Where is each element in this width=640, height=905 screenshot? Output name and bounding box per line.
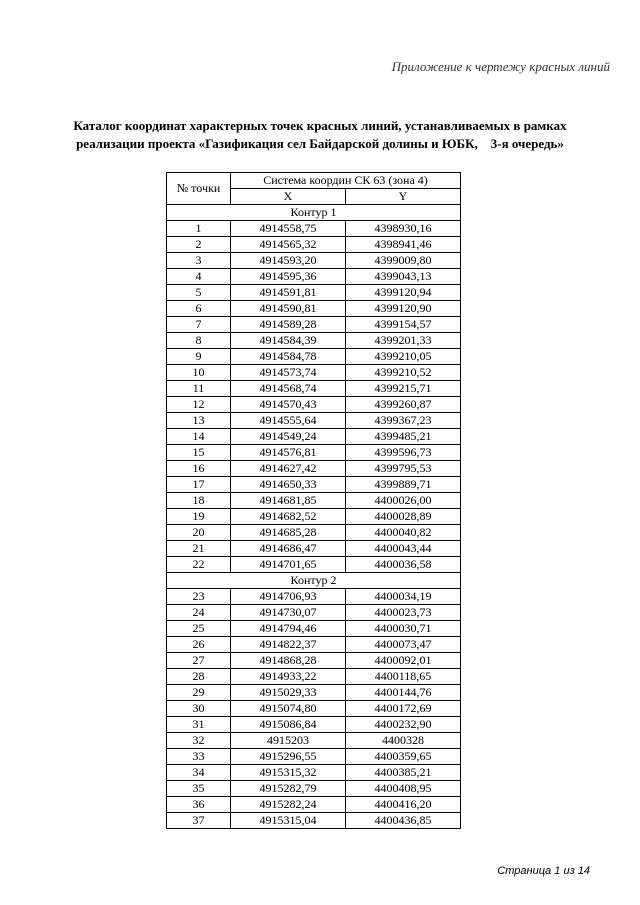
point-number-cell: 27 (167, 653, 231, 669)
y-coordinate-cell: 4400359,65 (346, 749, 461, 765)
x-coordinate-cell: 4914706,93 (231, 589, 346, 605)
title-line-1: Каталог координат характерных точек красных линий, устанавливаемых в рамках (73, 118, 567, 133)
section-label: Контур 1 (167, 205, 461, 221)
table-row (167, 765, 461, 781)
y-coordinate-cell: 4400073,47 (346, 637, 461, 653)
column-header-coordinate-system: Система координ СК 63 (зона 4) (231, 173, 461, 189)
x-coordinate-cell: 4914794,46 (231, 621, 346, 637)
table-body (167, 205, 461, 829)
point-number-cell: 20 (167, 525, 231, 541)
point-number-cell: 30 (167, 701, 231, 717)
table-row (167, 621, 461, 637)
point-number-cell: 18 (167, 493, 231, 509)
point-number-cell: 17 (167, 477, 231, 493)
x-coordinate-cell: 4914730,07 (231, 605, 346, 621)
table-row (167, 317, 461, 333)
table-row (167, 413, 461, 429)
table-row (167, 365, 461, 381)
point-number-cell: 11 (167, 381, 231, 397)
y-coordinate-cell: 4399215,71 (346, 381, 461, 397)
point-number-cell: 37 (167, 813, 231, 829)
y-coordinate-cell: 4400118,65 (346, 669, 461, 685)
table-row (167, 493, 461, 509)
x-coordinate-cell: 4914650,33 (231, 477, 346, 493)
point-number-cell: 12 (167, 397, 231, 413)
point-number-cell: 1 (167, 221, 231, 237)
y-coordinate-cell: 4400385,21 (346, 765, 461, 781)
point-number-cell: 36 (167, 797, 231, 813)
y-coordinate-cell: 4399889,71 (346, 477, 461, 493)
y-coordinate-cell: 4399260,87 (346, 397, 461, 413)
table-row (167, 429, 461, 445)
point-number-cell: 33 (167, 749, 231, 765)
x-coordinate-cell: 4914555,64 (231, 413, 346, 429)
table-row (167, 477, 461, 493)
coordinates-table (166, 172, 461, 829)
y-coordinate-cell: 4400408,95 (346, 781, 461, 797)
table-row (167, 253, 461, 269)
y-coordinate-cell: 4399201,33 (346, 333, 461, 349)
table-row (167, 221, 461, 237)
x-coordinate-cell: 4914570,43 (231, 397, 346, 413)
section-label: Контур 2 (167, 573, 461, 589)
point-number-cell: 31 (167, 717, 231, 733)
y-coordinate-cell: 4400036,58 (346, 557, 461, 573)
point-number-cell: 14 (167, 429, 231, 445)
point-number-cell: 13 (167, 413, 231, 429)
section-header-row (167, 205, 461, 221)
x-coordinate-cell: 4914682,52 (231, 509, 346, 525)
point-number-cell: 23 (167, 589, 231, 605)
table-row (167, 333, 461, 349)
point-number-cell: 26 (167, 637, 231, 653)
x-coordinate-cell: 4914589,28 (231, 317, 346, 333)
x-coordinate-cell: 4915315,32 (231, 765, 346, 781)
point-number-cell: 4 (167, 269, 231, 285)
point-number-cell: 29 (167, 685, 231, 701)
table-row (167, 813, 461, 829)
point-number-cell: 16 (167, 461, 231, 477)
y-coordinate-cell: 4400328 (346, 733, 461, 749)
point-number-cell: 25 (167, 621, 231, 637)
x-coordinate-cell: 4914576,81 (231, 445, 346, 461)
point-number-cell: 8 (167, 333, 231, 349)
y-coordinate-cell: 4400416,20 (346, 797, 461, 813)
x-coordinate-cell: 4915282,79 (231, 781, 346, 797)
x-coordinate-cell: 4915282,24 (231, 797, 346, 813)
y-coordinate-cell: 4400023,73 (346, 605, 461, 621)
column-header-x: X (231, 189, 346, 205)
table-row (167, 749, 461, 765)
point-number-cell: 21 (167, 541, 231, 557)
y-coordinate-cell: 4399210,05 (346, 349, 461, 365)
y-coordinate-cell: 4400040,82 (346, 525, 461, 541)
table-row (167, 685, 461, 701)
y-coordinate-cell: 4399009,80 (346, 253, 461, 269)
table-row (167, 637, 461, 653)
x-coordinate-cell: 4914549,24 (231, 429, 346, 445)
y-coordinate-cell: 4399485,21 (346, 429, 461, 445)
x-coordinate-cell: 4915074,80 (231, 701, 346, 717)
table-row (167, 525, 461, 541)
table-row (167, 397, 461, 413)
point-number-cell: 10 (167, 365, 231, 381)
x-coordinate-cell: 4914701,65 (231, 557, 346, 573)
y-coordinate-cell: 4400144,76 (346, 685, 461, 701)
title-line-2: реализации проекта «Газификация сел Байдарской долины и ЮБК, 3-я очередь» (76, 136, 564, 151)
x-coordinate-cell: 4914568,74 (231, 381, 346, 397)
point-number-cell: 9 (167, 349, 231, 365)
table-row (167, 797, 461, 813)
x-coordinate-cell: 4915203 (231, 733, 346, 749)
y-coordinate-cell: 4400043,44 (346, 541, 461, 557)
table-row (167, 461, 461, 477)
y-coordinate-cell: 4400092,01 (346, 653, 461, 669)
x-coordinate-cell: 4914868,28 (231, 653, 346, 669)
table-row (167, 381, 461, 397)
table-row (167, 237, 461, 253)
x-coordinate-cell: 4915086,84 (231, 717, 346, 733)
point-number-cell: 34 (167, 765, 231, 781)
point-number-cell: 28 (167, 669, 231, 685)
y-coordinate-cell: 4400028,89 (346, 509, 461, 525)
x-coordinate-cell: 4914593,20 (231, 253, 346, 269)
table-row (167, 717, 461, 733)
y-coordinate-cell: 4398930,16 (346, 221, 461, 237)
appendix-note: Приложение к чертежу красных линий (391, 59, 610, 74)
point-number-cell: 15 (167, 445, 231, 461)
point-number-cell: 22 (167, 557, 231, 573)
y-coordinate-cell: 4399596,73 (346, 445, 461, 461)
point-number-cell: 24 (167, 605, 231, 621)
column-header-point-number: № точки (167, 173, 231, 205)
x-coordinate-cell: 4914627,42 (231, 461, 346, 477)
y-coordinate-cell: 4400030,71 (346, 621, 461, 637)
x-coordinate-cell: 4914584,39 (231, 333, 346, 349)
y-coordinate-cell: 4399154,57 (346, 317, 461, 333)
y-coordinate-cell: 4400436,85 (346, 813, 461, 829)
x-coordinate-cell: 4914681,85 (231, 493, 346, 509)
page-number: Страница 1 из 14 (497, 865, 590, 877)
point-number-cell: 5 (167, 285, 231, 301)
y-coordinate-cell: 4398941,46 (346, 237, 461, 253)
y-coordinate-cell: 4399795,53 (346, 461, 461, 477)
table-row (167, 301, 461, 317)
y-coordinate-cell: 4400172,69 (346, 701, 461, 717)
table-row (167, 669, 461, 685)
point-number-cell: 2 (167, 237, 231, 253)
x-coordinate-cell: 4914590,81 (231, 301, 346, 317)
table-row (167, 509, 461, 525)
point-number-cell: 35 (167, 781, 231, 797)
table-row (167, 733, 461, 749)
table-row (167, 269, 461, 285)
x-coordinate-cell: 4914591,81 (231, 285, 346, 301)
y-coordinate-cell: 4399210,52 (346, 365, 461, 381)
table-row (167, 701, 461, 717)
x-coordinate-cell: 4914558,75 (231, 221, 346, 237)
x-coordinate-cell: 4914822,37 (231, 637, 346, 653)
point-number-cell: 6 (167, 301, 231, 317)
y-coordinate-cell: 4399043,13 (346, 269, 461, 285)
table-row (167, 557, 461, 573)
x-coordinate-cell: 4915315,04 (231, 813, 346, 829)
table-row (167, 445, 461, 461)
y-coordinate-cell: 4399120,90 (346, 301, 461, 317)
table-row (167, 781, 461, 797)
column-header-y: Y (346, 189, 461, 205)
x-coordinate-cell: 4914565,32 (231, 237, 346, 253)
x-coordinate-cell: 4914933,22 (231, 669, 346, 685)
point-number-cell: 3 (167, 253, 231, 269)
table-row (167, 541, 461, 557)
x-coordinate-cell: 4915296,55 (231, 749, 346, 765)
table-row (167, 589, 461, 605)
x-coordinate-cell: 4915029,33 (231, 685, 346, 701)
x-coordinate-cell: 4914595,36 (231, 269, 346, 285)
y-coordinate-cell: 4399120,94 (346, 285, 461, 301)
point-number-cell: 32 (167, 733, 231, 749)
table-row (167, 653, 461, 669)
x-coordinate-cell: 4914685,28 (231, 525, 346, 541)
y-coordinate-cell: 4400034,19 (346, 589, 461, 605)
x-coordinate-cell: 4914584,78 (231, 349, 346, 365)
point-number-cell: 7 (167, 317, 231, 333)
document-title (40, 117, 600, 153)
x-coordinate-cell: 4914573,74 (231, 365, 346, 381)
point-number-cell: 19 (167, 509, 231, 525)
table-row (167, 285, 461, 301)
table-row (167, 349, 461, 365)
section-header-row (167, 573, 461, 589)
y-coordinate-cell: 4400232,90 (346, 717, 461, 733)
y-coordinate-cell: 4399367,23 (346, 413, 461, 429)
x-coordinate-cell: 4914686,47 (231, 541, 346, 557)
table-row (167, 605, 461, 621)
y-coordinate-cell: 4400026,00 (346, 493, 461, 509)
